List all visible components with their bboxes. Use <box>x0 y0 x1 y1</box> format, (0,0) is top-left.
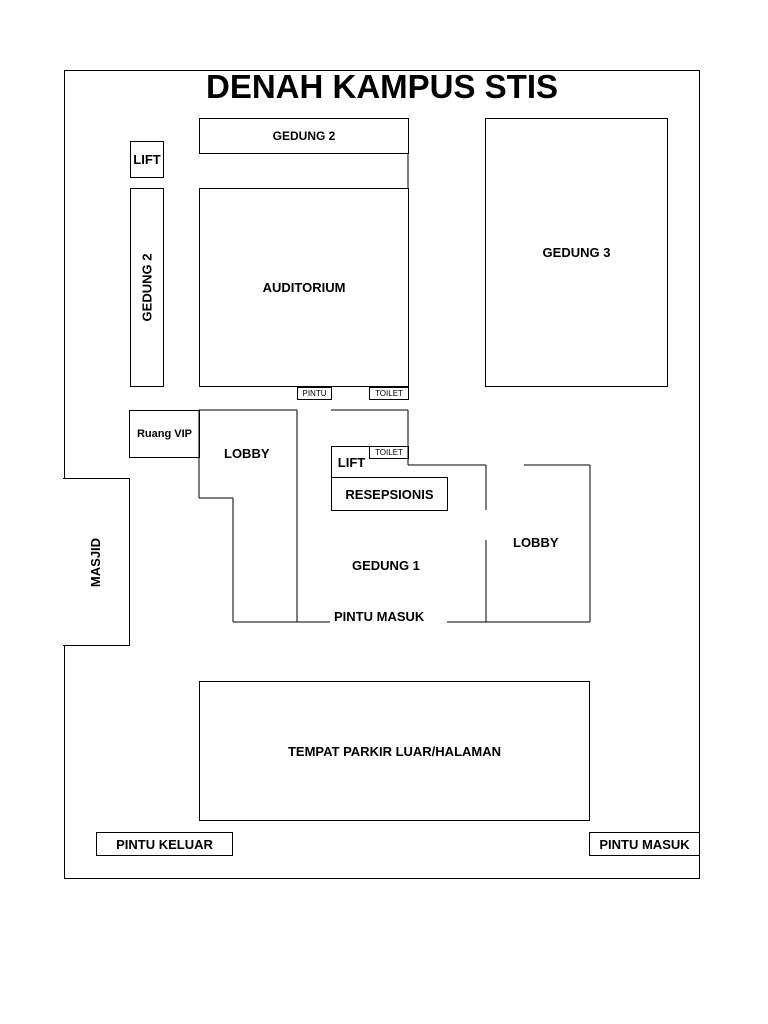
gedung-2-side-label: GEDUNG 2 <box>139 253 155 322</box>
tempat-parkir-label: TEMPAT PARKIR LUAR/HALAMAN <box>287 743 502 759</box>
pintu-masuk-gedung-label: PINTU MASUK <box>334 609 425 624</box>
lift-mid-label: LIFT <box>337 454 366 470</box>
ruang-vip-label: Ruang VIP <box>136 428 192 440</box>
map-title: DENAH KAMPUS STIS <box>205 68 559 105</box>
gedung-1-label: GEDUNG 1 <box>352 558 420 573</box>
lobby-left-label: LOBBY <box>224 446 270 461</box>
lobby-right-label: LOBBY <box>513 535 559 550</box>
lift-top-label: LIFT <box>133 152 161 167</box>
auditorium-label: AUDITORIUM <box>262 280 346 295</box>
resepsionis-label: RESEPSIONIS <box>345 486 434 502</box>
toilet-mid-label: TOILET <box>375 448 403 457</box>
gedung-2-top-label: GEDUNG 2 <box>272 129 336 143</box>
pintu-keluar-label: PINTU KELUAR <box>116 836 213 852</box>
pintu-auditorium-label: PINTU <box>302 389 327 398</box>
masjid-label: MASJID <box>88 537 104 587</box>
toilet-top-label: TOILET <box>375 389 403 398</box>
gedung-3-label: GEDUNG 3 <box>542 245 611 260</box>
pintu-masuk-gate-label: PINTU MASUK <box>599 836 690 852</box>
